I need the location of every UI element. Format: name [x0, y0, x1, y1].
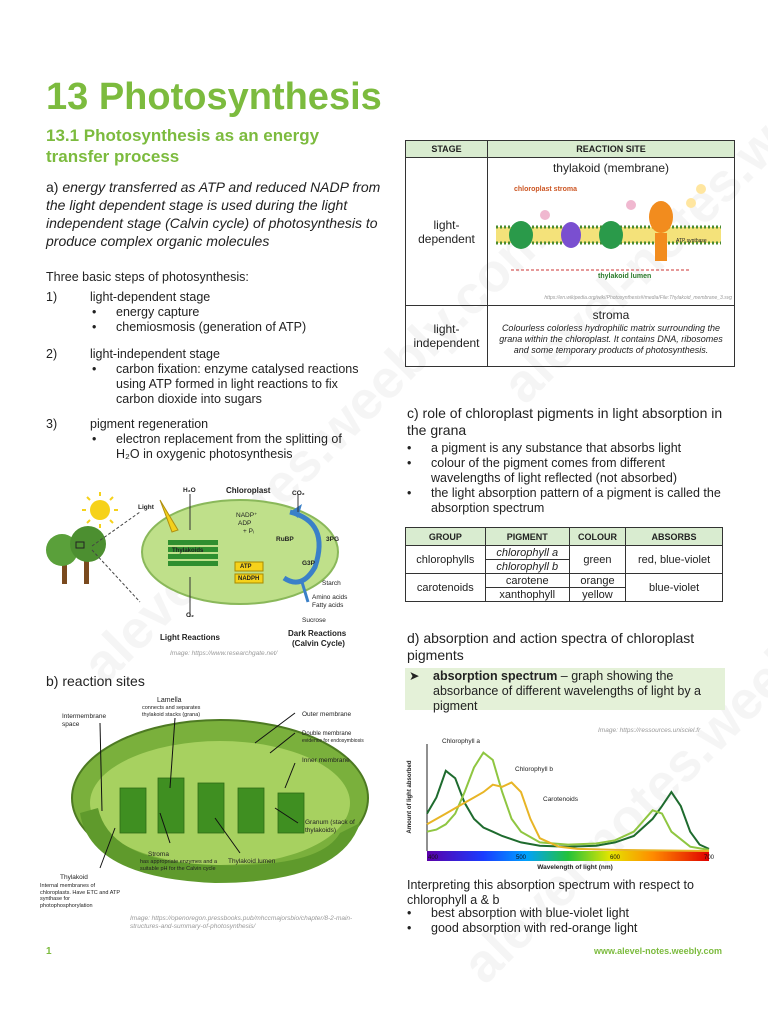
step-title: light-dependent stage: [90, 290, 211, 304]
site-description: Colourless colorless hydrophilic matrix surrounding the grana within the chloroplast. It contains DNA, ribosomes and some temporary products of photosynthesis.: [499, 323, 723, 355]
image-credit: Image: https://openoregon.pressbooks.pub/mhccmajorsbio/chapter/8-2-main-structures-and-summary-of-photosynthesis/: [130, 915, 353, 930]
diagram-label: ATP: [240, 564, 252, 570]
x-tick-label: 400: [427, 855, 439, 861]
diagram-caption: Light Reactions: [160, 633, 221, 642]
table-row: [406, 546, 723, 560]
diagram-label: CO₂: [292, 490, 305, 497]
definition-box: [405, 668, 725, 713]
diagram-label: O₂: [186, 612, 194, 619]
chloroplast-structure-diagram: [40, 693, 390, 938]
chloroplast-diagram: [40, 482, 390, 657]
diagram-label-desc: has appropriate enzymes and a suitable pH for the Calvin cycle: [140, 859, 218, 872]
table-header: ABSORBS: [626, 528, 723, 546]
interpreting-heading: Interpreting this absorption spectrum with respect to chlorophyll a & b: [407, 878, 694, 907]
series-label: Chlorophyll a: [442, 738, 480, 745]
diagram-label: Chloroplast: [226, 486, 271, 495]
step-number: 1): [46, 290, 58, 304]
absorbs-cell: blue-violet: [626, 574, 723, 602]
definition-text: [433, 669, 718, 714]
step-bullets: [90, 305, 390, 335]
diagram-label: Thylakoids: [172, 548, 204, 554]
colour-cell: green: [569, 546, 625, 574]
step-number: 2): [46, 347, 58, 361]
diagram-label: ADP: [238, 520, 252, 527]
diagram-label: H₂O: [183, 487, 196, 494]
diagram-label: Thylakoid: [60, 874, 88, 881]
x-tick-label: 700: [703, 855, 715, 861]
table-row: [406, 574, 723, 588]
series-label: Carotenoids: [543, 796, 579, 803]
list-item: • best absorption with blue-violet light: [405, 906, 725, 921]
image-credit: https://en.wikipedia.org/wiki/Photosynthesis#/media/File:Thylakoid_membrane_3.svg: [544, 295, 732, 301]
section-subtitle: 13.1 Photosynthesis as an energy transfer process: [46, 126, 320, 166]
table-header: PIGMENT: [485, 528, 569, 546]
image-credit: Image: https://ressources.unisciel.fr: [598, 727, 701, 734]
page-number: 1: [46, 946, 52, 957]
x-tick-label: 500: [515, 855, 527, 861]
diagram-label: ATP synthase: [676, 238, 707, 244]
section-d-heading: d) absorption and action spectra of chloroplast pigments: [407, 630, 695, 663]
diagram-label: Outer membrane: [302, 711, 352, 718]
site-label: stroma: [592, 308, 630, 322]
x-tick-label: 600: [609, 855, 621, 861]
diagram-label-desc: connects and separates thylakoid stacks (grana): [142, 705, 201, 718]
diagram-label: chloroplast stroma: [514, 186, 578, 193]
series-label: Chlorophyll b: [515, 766, 553, 773]
pigment-table: [405, 527, 723, 602]
series-line-2: [427, 783, 709, 852]
diagram-label: Inner membrane: [302, 757, 350, 764]
diagram-label: Thylakoid lumen: [228, 858, 276, 865]
table-header: REACTION SITE: [488, 141, 735, 158]
list-item: • energy capture: [90, 305, 390, 320]
stage-table: [405, 140, 735, 367]
definition-term: absorption spectrum: [433, 669, 558, 683]
list-item: • chemiosmosis (generation of ATP): [90, 320, 390, 335]
diagram-label: Amino acids: [312, 594, 348, 601]
table-header: STAGE: [406, 141, 488, 158]
table-header: GROUP: [406, 528, 486, 546]
list-item: • good absorption with red-orange light: [405, 921, 725, 936]
pigment-cell: xanthophyll: [485, 588, 569, 602]
colour-cell: yellow: [569, 588, 625, 602]
site-cell: [488, 306, 735, 367]
diagram-label: Light: [138, 504, 154, 511]
step-title: light-independent stage: [90, 347, 220, 361]
spectrum-bar: [427, 851, 709, 861]
group-cell: carotenoids: [406, 574, 486, 602]
diagram-label: thylakoid lumen: [598, 273, 652, 280]
y-axis-label: Amount of light absorbed: [407, 760, 413, 834]
section-a-text: [46, 178, 396, 250]
absorbs-cell: red, blue-violet: [626, 546, 723, 574]
list-item: • carbon fixation: enzyme catalysed reactions using ATP formed in light reactions to fix carbon dioxide into sugars: [90, 362, 360, 407]
diagram-label: NADPH: [238, 576, 260, 582]
diagram-label: 3PG: [326, 536, 340, 543]
step-number: 3): [46, 417, 58, 431]
site-cell: [488, 158, 735, 306]
pigment-cell: chlorophyll a: [485, 546, 569, 560]
list-item: • the light absorption pattern of a pigment is called the absorption spectrum: [405, 486, 730, 516]
list-item: • colour of the pigment comes from different wavelengths of light reflected (not absorbed): [405, 456, 730, 486]
diagram-label-desc: Internal membranes of chloroplasts. Have ETC and ATP synthase for photophosphorylation: [40, 883, 120, 909]
interpreting-bullets: [405, 906, 725, 936]
section-c-bullets: [405, 441, 730, 516]
diagram-label: Starch: [322, 580, 341, 587]
step-bullets: [90, 432, 365, 462]
sun-icon: [82, 492, 118, 528]
absorption-spectrum-chart: [405, 736, 725, 876]
list-item: • a pigment is any substance that absorbs light: [405, 441, 730, 456]
x-axis-label: Wavelength of light (nm): [537, 864, 613, 871]
footer-link[interactable]: www.alevel-notes.weebly.com: [593, 946, 722, 956]
diagram-caption: (Calvin Cycle): [292, 639, 345, 648]
section-a-body: energy transferred as ATP and reduced NADP from the light dependent stage is used during the light independent stage (Calvin cycle) of photosynthesis to produce complex organic molecules: [46, 179, 381, 249]
diagram-label: Fatty acids: [312, 602, 344, 609]
diagram-label: + Pᵢ: [243, 528, 254, 535]
section-b-heading: b) reaction sites: [46, 673, 145, 689]
step-bullets: [90, 362, 360, 407]
page-title: 13 Photosynthesis: [46, 76, 382, 118]
diagram-label: RuBP: [276, 536, 294, 543]
table-row: [406, 306, 735, 367]
list-item: • electron replacement from the splitting of H₂O in oxygenic photosynthesis: [90, 432, 365, 462]
group-cell: chlorophylls: [406, 546, 486, 574]
diagram-label: Sucrose: [302, 617, 326, 624]
colour-cell: orange: [569, 574, 625, 588]
arrow-bullet-icon: ➤: [409, 669, 420, 683]
diagram-label: G3P: [302, 560, 316, 567]
diagram-label: Double membrane: [302, 731, 352, 737]
site-label: thylakoid (membrane): [552, 161, 670, 175]
section-c-heading: c) role of chloroplast pigments in light absorption in the grana: [407, 405, 723, 438]
pigment-cell: carotene: [485, 574, 569, 588]
definition-body: – graph showing the absorbance of different wavelengths of light by a pigment: [433, 669, 701, 713]
stage-cell: light-independent: [406, 306, 488, 367]
step-title: pigment regeneration: [90, 417, 209, 431]
table-row: [406, 158, 735, 306]
table-header: COLOUR: [569, 528, 625, 546]
steps-intro: Three basic steps of photosynthesis:: [46, 270, 249, 284]
pigment-cell: chlorophyll b: [485, 560, 569, 574]
diagram-label: Granum (stack of thylakoids): [305, 819, 355, 834]
diagram-label: Intermembrane space: [62, 713, 107, 728]
section-a-letter: a): [46, 179, 59, 195]
diagram-label: Lamella: [157, 697, 182, 704]
image-credit: Image: https://www.researchgate.net/: [170, 650, 278, 657]
stage-cell: light-dependent: [406, 158, 488, 306]
chart-svg: [405, 736, 725, 876]
diagram-label: Stroma: [148, 851, 169, 858]
y-axis-label-wrap: [403, 756, 413, 846]
diagram-caption: Dark Reactions: [288, 629, 347, 638]
diagram-label: NADP⁺: [236, 512, 258, 519]
diagram-label-desc: evidence for endosymbiosis: [302, 738, 364, 744]
